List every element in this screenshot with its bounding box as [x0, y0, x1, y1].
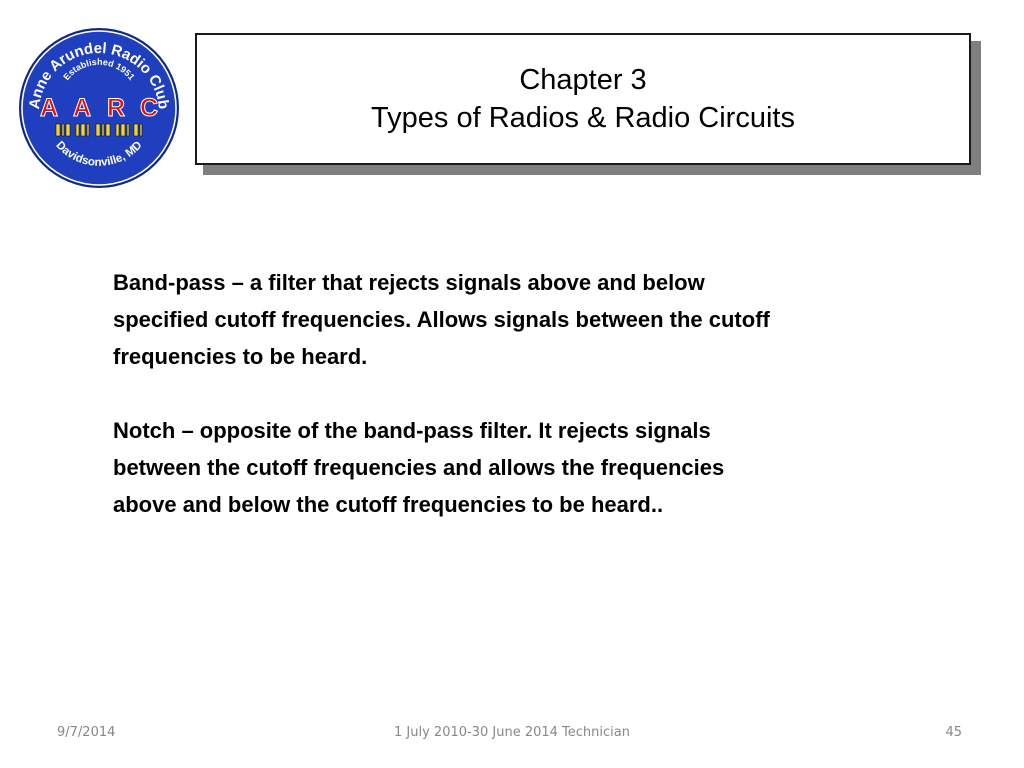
logo-acronym-r: R — [106, 94, 126, 122]
logo-established-text: Established 1951 — [61, 56, 137, 83]
slide-title-chapter: Chapter 3 — [519, 64, 647, 96]
paragraph-notch: Notch – opposite of the band-pass filter. It rejects signals between the cutoff frequencies and allows the frequencies above and below the cutoff frequencies to be heard.. — [113, 418, 725, 517]
paragraph-band-pass: Band-pass – a filter that rejects signals above and below specified cutoff frequencies. Allows signals between the cutoff frequencies to be heard. — [113, 270, 770, 369]
logo-barcode-icon — [56, 124, 142, 136]
title-box — [195, 33, 971, 165]
slide-number: 45 — [945, 725, 962, 740]
logo-arc-text: Anne Arundel Radio Club — [25, 39, 172, 111]
slide-title-topic: Types of Radios & Radio Circuits — [371, 102, 795, 134]
logo-acronym-a2: A — [72, 94, 92, 122]
slide-body — [113, 264, 953, 560]
logo-acronym-a1: A — [39, 94, 59, 122]
logo-acronym-c: C — [139, 94, 159, 122]
logo-bottom-text: Davidsonville, MD — [53, 139, 145, 169]
aarc-logo — [16, 27, 182, 189]
footer-center-text: 1 July 2010-30 June 2014 Technician — [394, 725, 630, 740]
footer-date: 9/7/2014 — [57, 725, 116, 740]
